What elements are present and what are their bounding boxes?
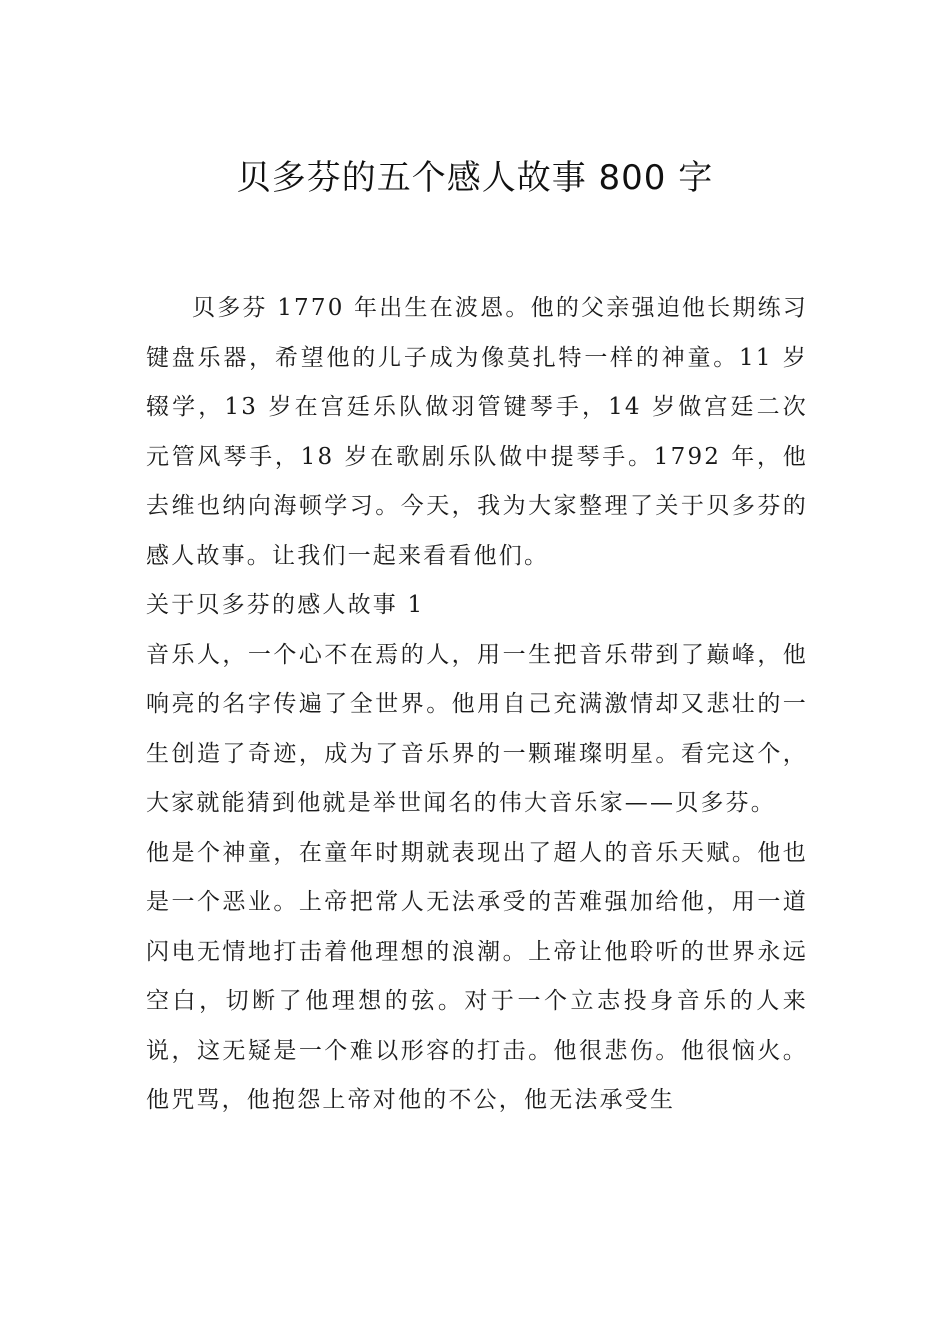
story-paragraph-2: 他是个神童，在童年时期就表现出了超人的音乐天赋。他也是一个恶业。上帝把常人无法承受的苦难强加给他，用一道闪电无情地打击着他理想的浪潮。上帝让他聆听的世界永远空白，切断了他理想的弦。对于一个立志投身音乐的人来说，这无疑是一个难以形容的打击。他很悲伤。他很恼火。他咒骂，他抱怨上帝对他的不公，他无法承受生 [146,839,808,1113]
intro-paragraph: 贝多芬 1770 年出生在波恩。他的父亲强迫他长期练习键盘乐器，希望他的儿子成为像莫扎特一样的神童。11 岁辍学，13 岁在宫廷乐队做羽管键琴手，14 岁做宫廷二次元管风琴手，18 岁在歌剧乐队做中提琴手。1792 年，他去维也纳向海顿学习。今天，我为大家整理了关于贝多芬的感人故事。让我们一起来看看他们。 [146,295,808,569]
section-heading: 关于贝多芬的感人故事 1 [146,592,425,618]
document-body [146,284,808,1126]
story-paragraph-1: 音乐人，一个心不在焉的人，用一生把音乐带到了巅峰，他响亮的名字传遍了全世界。他用自己充满激情却又悲壮的一生创造了奇迹，成为了音乐界的一颗璀璨明星。看完这个，大家就能猜到他就是举世闻名的伟大音乐家——贝多芬。 [146,641,808,816]
document-title: 贝多芬的五个感人故事 800 字 [236,158,714,198]
